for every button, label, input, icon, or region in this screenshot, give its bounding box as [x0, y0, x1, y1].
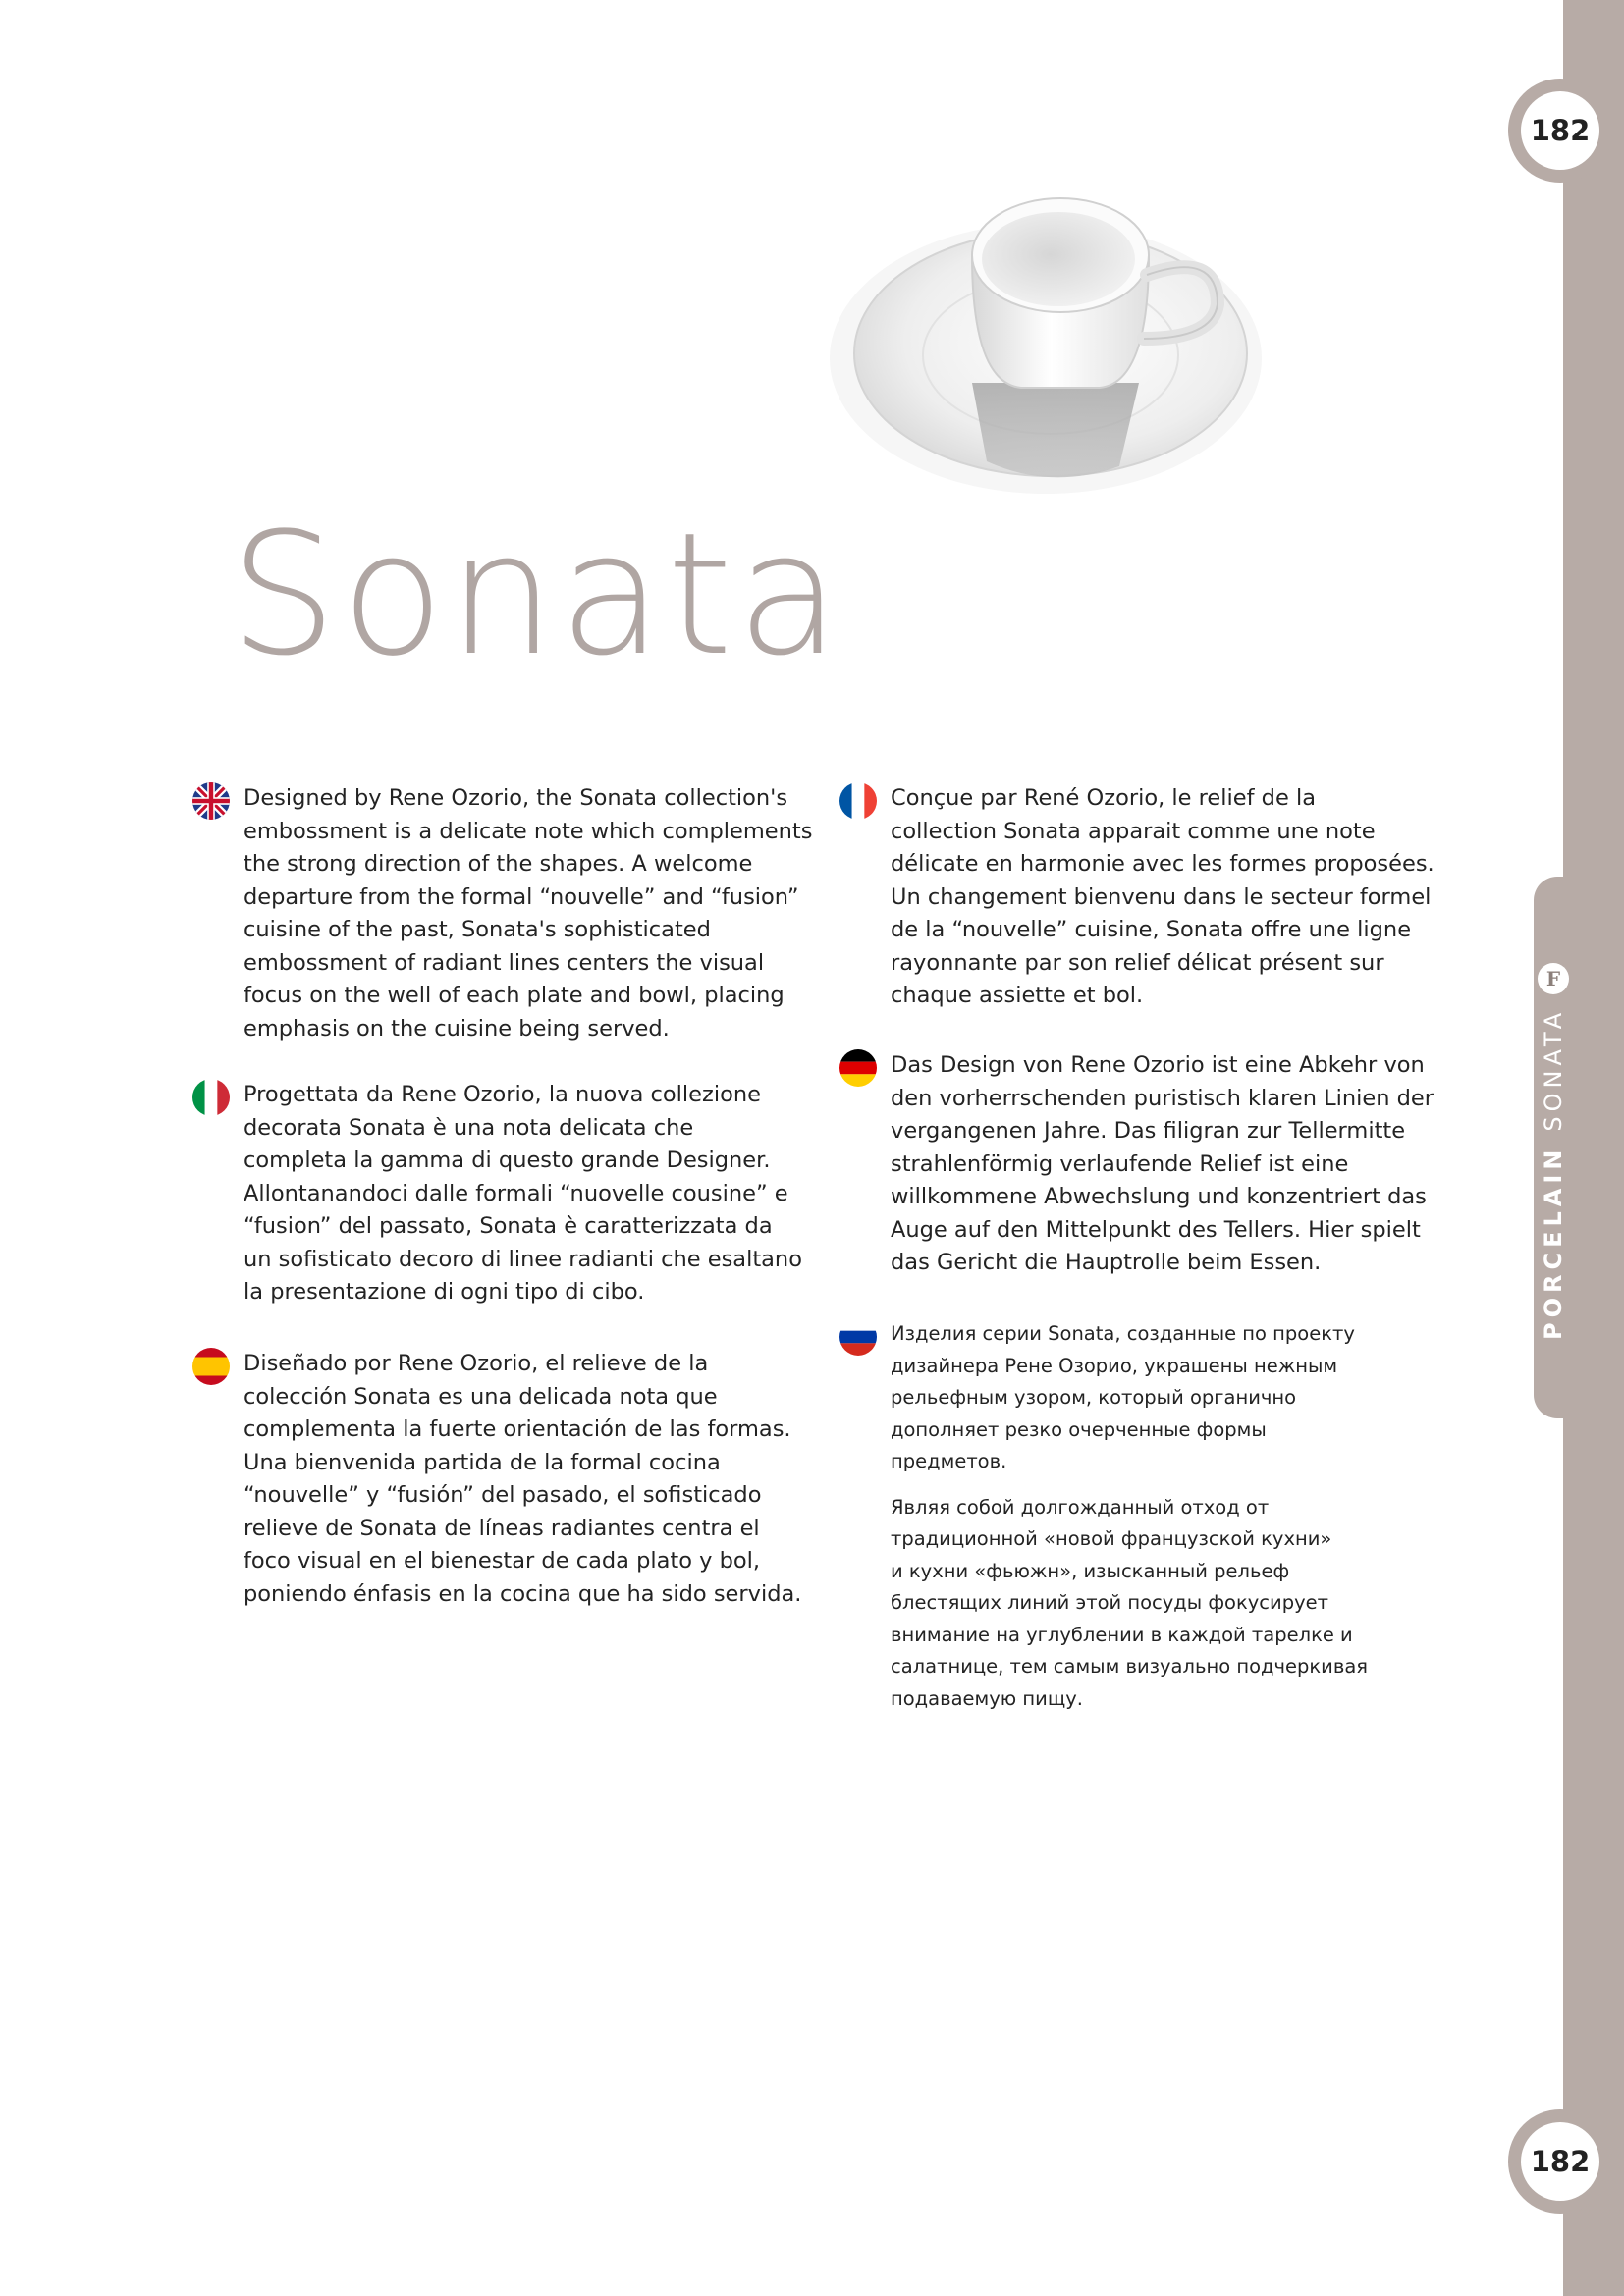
description-german: [891, 1049, 1480, 1280]
description-text: Conçue par René Ozorio, le relief de la collection Sonata apparait comme une note délicate en harmonie avec les formes proposées. Un changement bienvenu dans le secteur formel de la “nouvelle” cuisine, Sonata offre une ligne rayonnante par son relief délicat présent sur chaque assiette et bol.: [891, 785, 1435, 1008]
description-french: [891, 782, 1480, 1013]
section-tab-category: PORCELAIN: [1540, 1145, 1567, 1340]
cup-and-saucer-photo: [825, 137, 1267, 501]
france-flag-icon: [839, 782, 877, 820]
page-number-top: 182: [1521, 91, 1599, 170]
page-number-badge-bottom: [1508, 2109, 1612, 2214]
description-text: Das Design von Rene Ozorio ist eine Abkehr von den vorherrschenden puristisch klaren Linien der vergangenen Jahre. Das filigran zur Tellermitte strahlenförmig verlaufende Relief ist eine willkommene Abwechslung und konzentriert das Auge auf den Mittelpunkt des Tellers. Hier spielt das Gericht die Hauptrolle beim Essen.: [891, 1052, 1435, 1275]
russia-flag-icon: [839, 1318, 877, 1356]
description-english: [244, 782, 833, 1045]
section-tab[interactable]: [1534, 877, 1573, 1418]
germany-flag-icon: [839, 1049, 877, 1087]
section-tab-letter-icon: F: [1538, 963, 1569, 994]
description-text-continued: Являя собой долгожданный отход от традиционной «новой французской кухни» и кухни «фьюжн», изысканный рельеф блестящих линий этой посуды фокусирует внимание на углублении в каждой тарелке и салатнице, тем самым визуально подчеркивая подаваемую пищу.: [891, 1495, 1369, 1710]
description-text: Progettata da Rene Ozorio, la nuova collezione decorata Sonata è una nota delicata che completa la gamma di questo grande Designer. Allontanandoci dalle formali “nuovelle cousine” e “fusion” del passato, Sonata è caratterizzata da un sofisticato decoro di linee radianti che esaltano la presentazione di ogni tipo di cibo.: [244, 1082, 802, 1305]
page-number-badge-top: [1508, 79, 1612, 183]
collection-title: Sonata: [230, 496, 844, 693]
description-spanish: [244, 1348, 833, 1611]
description-text: Изделия серии Sonata, созданные по проекту дизайнера Рене Озорио, украшены нежным рельефным узором, который органично дополняет резко очерченные формы предметов.: [891, 1322, 1355, 1472]
italy-flag-icon: [192, 1079, 230, 1116]
page-number-bottom: 182: [1521, 2122, 1599, 2201]
description-italian: [244, 1079, 833, 1309]
section-tab-collection: SONATA: [1540, 1007, 1567, 1132]
description-text: Designed by Rene Ozorio, the Sonata collection's embossment is a delicate note which complements the strong direction of the shapes. A welcome departure from the formal “nouvelle” and “fusion” cuisine of the past, Sonata's sophisticated embossment of radiant lines centers the visual focus on the well of each plate and bowl, placing emphasis on the cuisine being served.: [244, 785, 813, 1041]
spain-flag-icon: [192, 1348, 230, 1385]
description-russian: [891, 1318, 1480, 1715]
description-text: Diseñado por Rene Ozorio, el relieve de la colección Sonata es una delicada nota que complementa la fuerte orientación de las formas. Una bienvenida partida de la formal cocina “nouvelle” y “fusión” del pasado, el sofisticado relieve de Sonata de líneas radiantes centra el foco visual en el bienestar de cada plato y bol, poniendo énfasis en la cocina que ha sido servida.: [244, 1351, 802, 1607]
uk-flag-icon: [192, 782, 230, 820]
section-tab-label: [1534, 877, 1573, 1418]
